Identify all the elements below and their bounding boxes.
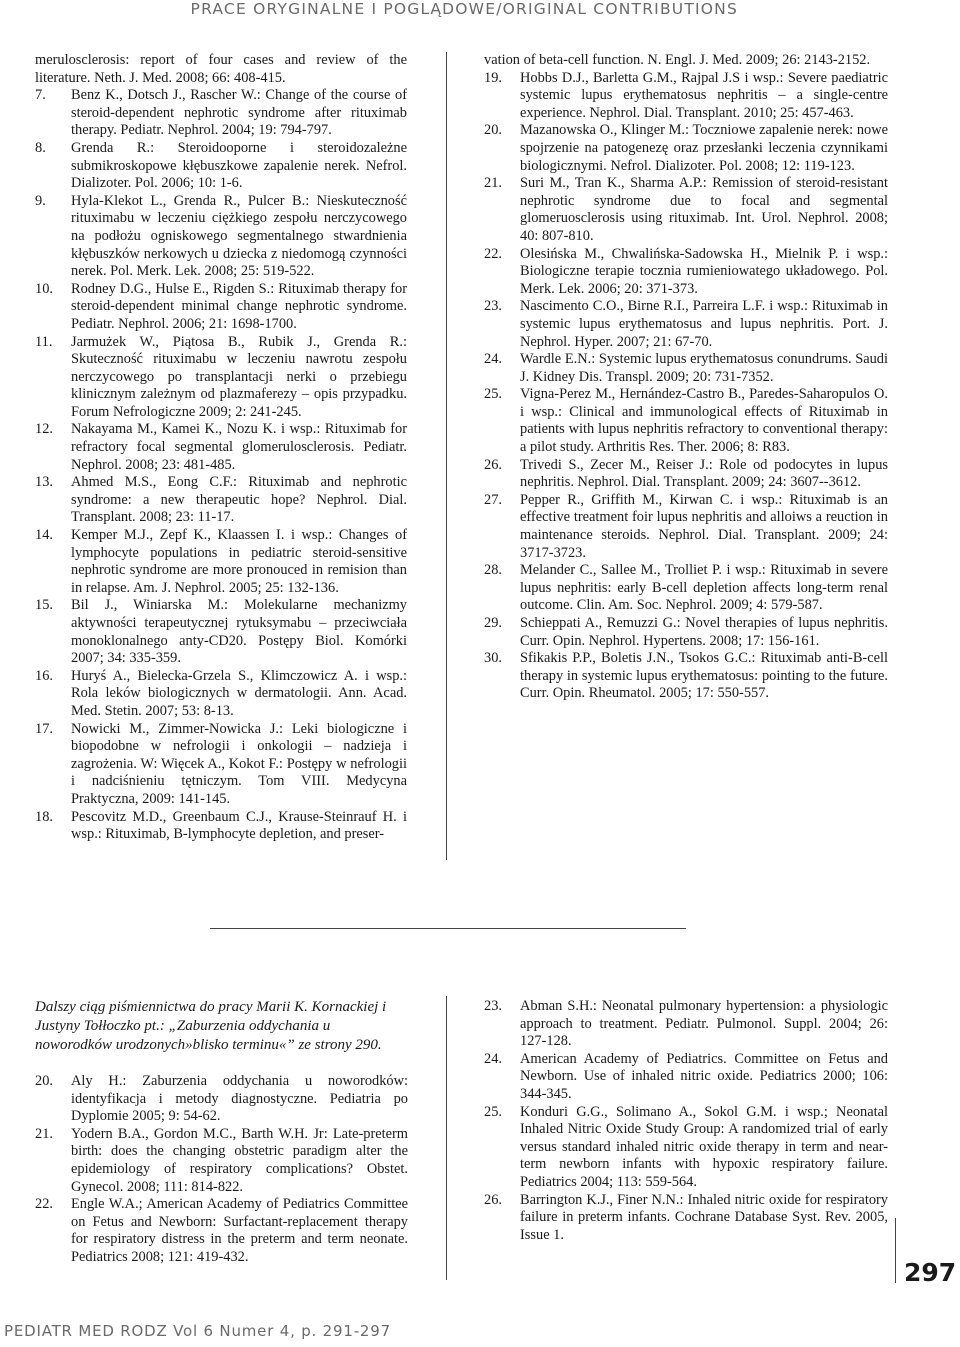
reference-continuation: merulosclerosis: report of four cases and review of the literature. Neth. J. Med. 2008; 66: 408-415.: [35, 52, 407, 86]
reference-item: [484, 650, 888, 703]
additional-references-column-1: [35, 998, 408, 1267]
reference-text: Konduri G.G., Solimano A., Sokol G.M. i wsp.; Neonatal Inhaled Nitric Oxide Study Group: A randomized trial of early versus standard inhaled nitric oxide therapy in term and near-term newborn infants with hypoxic respiratory failure. Pediatrics 2004; 113: 559-564.: [520, 1103, 888, 1190]
reference-text: Pescovitz M.D., Greenbaum C.J., Krause-Steinrauf H. i wsp.: Rituximab, B-lymphocyte depletion, and preser-: [71, 808, 407, 843]
reference-text: Mazanowska O., Klinger M.: Toczniowe zapalenie nerek: nowe spojrzenie na patogenezę oraz przesłanki leczenia czynnikami biologicznymi. Nefrol. Dializoter. Pol. 2008; 12: 119-123.: [520, 122, 888, 174]
reference-item: [35, 1126, 408, 1196]
reference-list: [484, 998, 888, 1244]
reference-item: [484, 122, 888, 175]
reference-item: [35, 668, 407, 721]
reference-text: Grenda R.: Steroidooporne i steroidozależne submikroskopowe kłębuszkowe zapalenie nerek. Nefrol. Dializoter. Pol. 2006; 10: 1-6.: [71, 139, 407, 192]
reference-item: [484, 492, 888, 562]
reference-number: 17.: [35, 720, 53, 737]
reference-text: Aly H.: Zaburzenia oddychania u noworodków: identyfikacja i metody diagnostyczne. Pediatria po Dyplomie 2005; 9: 54-62.: [71, 1073, 408, 1125]
reference-item: [484, 998, 888, 1051]
reference-item: [35, 809, 407, 844]
reference-item: [35, 87, 407, 140]
reference-list: [35, 87, 407, 844]
reference-item: [484, 351, 888, 386]
journal-footer: PEDIATR MED RODZ Vol 6 Numer 4, p. 291-297: [4, 1322, 391, 1340]
reference-item: [35, 474, 407, 527]
additional-references-column-2: [484, 998, 888, 1244]
running-header: PRACE ORYGINALNE I POGLĄDOWE/ORIGINAL CONTRIBUTIONS: [190, 0, 738, 18]
reference-number: 16.: [35, 667, 53, 684]
reference-number: 26.: [484, 1191, 502, 1208]
reference-text: Rodney D.G., Hulse E., Rigden S.: Rituximab therapy for steroid-dependent minimal change nephrotic syndrome. Pediatr. Nephrol. 2006; 21: 1698-1700.: [71, 280, 407, 332]
reference-item: [35, 193, 407, 281]
reference-item: [484, 386, 888, 456]
reference-item: [35, 527, 407, 597]
reference-number: 7.: [35, 87, 46, 104]
reference-number: 25.: [484, 386, 502, 403]
reference-number: 30.: [484, 650, 502, 667]
reference-number: 8.: [35, 139, 46, 156]
reference-text: Abman S.H.: Neonatal pulmonary hypertension: a physiologic approach to treatment. Pediatr. Pulmonol. Suppl. 2004; 26: 127-128.: [520, 998, 888, 1050]
reference-number: 24.: [484, 1050, 502, 1067]
reference-text: Bil J., Winiarska M.: Molekularne mechanizmy aktywności terapeutycznej rytuksymabu – przeciwciała monoklonalnego anty-CD20. Postępy Biol. Komórki 2007; 34: 335-359.: [71, 597, 407, 667]
reference-number: 26.: [484, 456, 502, 473]
reference-text: Sfikakis P.P., Boletis J.N., Tsokos G.C.: Rituximab anti-B-cell therapy in systemic lupus erythematosus: pointing to the future. Curr. Opin. Rheumatol. 2005; 17: 550-557.: [520, 650, 888, 702]
reference-number: 19.: [484, 69, 502, 86]
section-divider: [210, 928, 686, 929]
reference-number: 28.: [484, 562, 502, 579]
reference-text: American Academy of Pediatrics. Committee on Fetus and Newborn. Use of inhaled nitric oxide. Pediatrics 2000; 106: 344-345.: [520, 1050, 888, 1102]
reference-number: 13.: [35, 474, 53, 491]
reference-number: 21.: [35, 1125, 53, 1142]
reference-text: Yodern B.A., Gordon M.C., Barth W.H. Jr: Late-preterm birth: does the changing obstetric paradigm alter the epidemiology of respiratory complications? Obstet. Gynecol. 2008; 111: 814-822.: [71, 1125, 408, 1195]
reference-number: 15.: [35, 597, 53, 614]
reference-text: Huryś A., Bielecka-Grzela S., Klimczowicz A. i wsp.: Rola leków biologicznych w dermatologii. Ann. Acad. Med. Stetin. 2007; 53: 8-13.: [71, 667, 407, 719]
reference-item: [35, 721, 407, 809]
reference-list: [35, 1073, 408, 1267]
reference-number: 27.: [484, 491, 502, 508]
reference-number: 24.: [484, 351, 502, 368]
references-column-1: [35, 52, 407, 844]
column-divider: [446, 996, 447, 1280]
reference-text: Hobbs D.J., Barletta G.M., Rajpal J.S i wsp.: Severe paediatric systemic lupus erythematosus nephritis – a single-centre experience. Nephrol. Dial. Transplant. 2010; 25: 457-463.: [520, 69, 888, 121]
reference-text: Olesińska M., Chwalińska-Sadowska H., Mielnik P. i wsp.: Biologiczne terapie tocznia rumieniowatego układowego. Pol. Merk. Lek. 2006; 20: 371-373.: [520, 245, 888, 297]
reference-number: 29.: [484, 615, 502, 631]
reference-item: [484, 175, 888, 245]
reference-item: [35, 1073, 408, 1126]
reference-text: Trivedi S., Zecer M., Reiser J.: Role od podocytes in lupus nephritis. Nephrol. Dial. Transplant. 2009; 24: 3607--3612.: [520, 456, 888, 491]
page-number: 297: [904, 1258, 957, 1287]
reference-text: Melander C., Sallee M., Trolliet P. i wsp.: Rituximab in severe lupus nephritis: early B-cell depletion affects long-term renal outcome. Clin. Am. Soc. Nephrol. 2009; 4: 579-587.: [520, 562, 888, 614]
reference-number: 25.: [484, 1103, 502, 1120]
reference-number: 14.: [35, 527, 53, 544]
reference-item: [35, 421, 407, 474]
reference-text: Nakayama M., Kamei K., Nozu K. i wsp.: Rituximab for refractory focal segmental glomerulosclerosis. Pediatr. Nephrol. 2008; 23: 481-485.: [71, 421, 407, 473]
reference-text: Nascimento C.O., Birne R.I., Parreira L.F. i wsp.: Rituximab in systemic lupus erythematosus and lupus nephritis. Port. J. Nephrol. Hyper. 2007; 21: 67-70.: [520, 298, 888, 350]
reference-number: 11.: [35, 333, 53, 350]
reference-text: Schieppati A., Remuzzi G.: Novel therapies of lupus nephritis. Curr. Opin. Nephrol. Hypertens. 2008; 17: 156-161.: [520, 615, 888, 649]
reference-item: [484, 562, 888, 615]
references-column-2: [484, 52, 888, 703]
reference-item: [484, 1192, 888, 1245]
reference-text: Vigna-Perez M., Hernández-Castro B., Paredes-Saharopulos O. i wsp.: Clinical and immunological effects of Rituximab in patients with lupus nephritis refractory to conventional therapy: a pilot study. Arthritis Res. Ther. 2006; 8: R83.: [520, 386, 888, 456]
reference-text: Nowicki M., Zimmer-Nowicka J.: Leki biologiczne i biopodobne w nefrologii i onkologii – nadzieja i zagrożenia. W: Więcek A., Kokot F.: Postępy w nefrologii i nadciśnieniu tętniczym. Tom VIII. Medycyna Praktyczna, 2009: 141-145.: [71, 720, 407, 807]
reference-item: [484, 298, 888, 351]
page-number-rule: [895, 1218, 896, 1283]
continuation-note: Dalszy ciąg piśmiennictwa do pracy Marii K. Kornackiej i Justyny Tołłoczko pt.: „Zaburzenia oddychania u noworodków urodzonych»blisko terminu«” ze strony 290.: [35, 999, 387, 1053]
reference-number: 23.: [484, 998, 502, 1014]
reference-item: [484, 1104, 888, 1192]
reference-item: [35, 281, 407, 334]
reference-text: Benz K., Dotsch J., Rascher W.: Change of the course of steroid-dependent nephrotic syndrome after rituximab therapy. Pediatr. Nephrol. 2004; 19: 794-797.: [71, 87, 407, 139]
reference-item: [35, 1196, 408, 1266]
reference-text: Jarmużek W., Piątosa B., Rubik J., Grenda R.: Skuteczność rituximabu w leczeniu nawrotu zespołu nerczycowego po transplantacji nerki o przebiegu klinicznym zależnym od plazmaferezy – opis przypadku. Forum Nefrologiczne 2009; 2: 241-245.: [71, 333, 407, 420]
column-divider: [446, 52, 447, 860]
reference-number: 20.: [484, 122, 502, 139]
reference-number: 23.: [484, 298, 502, 315]
reference-text: Kemper M.J., Zepf K., Klaassen I. i wsp.: Changes of lymphocyte populations in pediatric steroid-sensitive nephrotic syndrome are more pronouced in remision than in relapse. Am. J. Nephrol. 2005; 25: 132-136.: [71, 527, 407, 596]
reference-text: Wardle E.N.: Systemic lupus erythematosus conundrums. Saudi J. Kidney Dis. Transpl. 2009; 20: 731-7352.: [520, 351, 888, 385]
reference-number: 10.: [35, 280, 53, 297]
reference-text: Hyla-Klekot L., Grenda R., Pulcer B.: Nieskuteczność rituximabu w leczeniu ciężkiego zespołu nerczycowego na podłożu ogniskowego segmentalnego stwardnienia kłębuszków nerkowych u dziecka z niedomogą czynności nerek. Pol. Merk. Lek. 2008; 25: 519-522.: [71, 192, 407, 280]
reference-text: Suri M., Tran K., Sharma A.P.: Remission of steroid-resistant nephrotic syndrome due to focal and segmental glomeruosclerosis using rituximab. Int. Urol. Nephrol. 2008; 40: 807-810.: [520, 175, 888, 244]
reference-item: [35, 597, 407, 667]
reference-item: [484, 246, 888, 299]
reference-number: 20.: [35, 1073, 53, 1089]
reference-number: 9.: [35, 192, 46, 209]
reference-item: [35, 334, 407, 422]
reference-text: Barrington K.J., Finer N.N.: Inhaled nitric oxide for respiratory failure in preterm infants. Cochrane Database Syst. Rev. 2005, Issue 1.: [520, 1191, 888, 1243]
reference-number: 12.: [35, 421, 53, 438]
reference-text: Pepper R., Griffith M., Kirwan C. i wsp.: Rituximab is an effective treatment foir lupus nephritis and alloiws a reuction in maintenance steroids. Nephrol. Dial. Transplant. 2009; 24: 3717-3723.: [520, 491, 888, 561]
reference-text: Engle W.A.; American Academy of Pediatrics Committee on Fetus and Newborn: Surfactant-replacement therapy for respiratory distress in the preterm and term neonate. Pediatrics 2008; 121: 419-432.: [71, 1196, 408, 1265]
reference-text: Ahmed M.S., Eong C.F.: Rituximab and nephrotic syndrome: a new therapeutic hope? Nephrol. Dial. Transplant. 2008; 23: 11-17.: [71, 474, 407, 526]
reference-item: [484, 457, 888, 492]
reference-number: 22.: [35, 1196, 53, 1213]
reference-list: [484, 70, 888, 703]
reference-item: [484, 70, 888, 123]
reference-item: [484, 615, 888, 650]
reference-continuation: vation of beta-cell function. N. Engl. J. Med. 2009; 26: 2143-2152.: [484, 52, 871, 68]
reference-item: [484, 1051, 888, 1104]
reference-number: 18.: [35, 808, 53, 825]
reference-number: 22.: [484, 245, 502, 262]
reference-item: [35, 140, 407, 193]
reference-number: 21.: [484, 175, 502, 192]
